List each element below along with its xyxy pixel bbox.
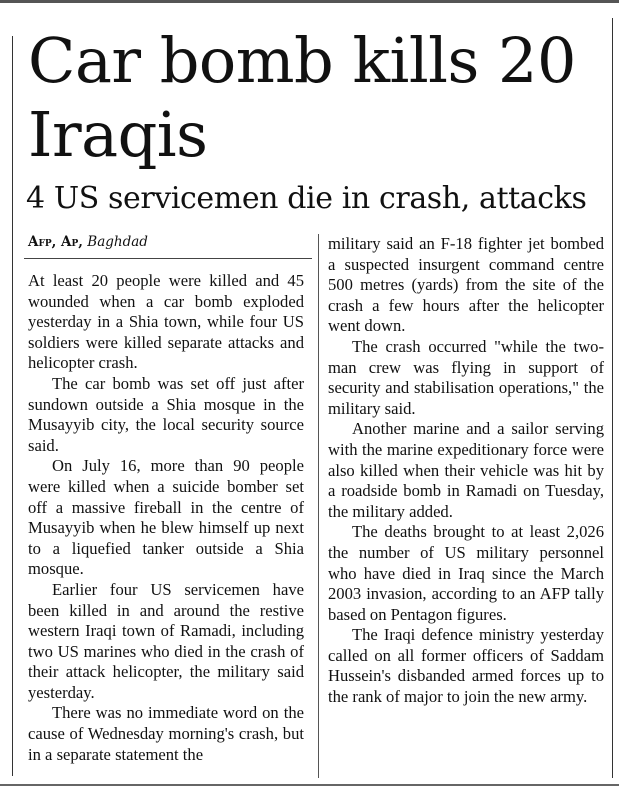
- byline: [28, 233, 308, 251]
- paragraph: There was no immediate word on the cause of Wednesday morning's crash, but in a separate statement the: [28, 703, 304, 764]
- byline-place: Baghdad: [87, 234, 148, 250]
- bottom-border: [0, 784, 619, 786]
- column-divider: [318, 234, 319, 778]
- byline-divider: [24, 258, 312, 259]
- paragraph: Earlier four US servicemen have been killed in and around the restive western Iraqi town of Ramadi, including two US marines who died in the crash of their attack helicopter, the military said yesterday.: [28, 579, 304, 702]
- top-border: [0, 0, 619, 3]
- paragraph: military said an F-18 fighter jet bombed a suspected insurgent command centre 500 metres (yards) from the site of the crash a few hours after the helicopter went down.: [328, 234, 604, 336]
- byline-agency: Afp, Ap,: [28, 234, 83, 250]
- right-column-rule: [612, 18, 613, 778]
- paragraph: On July 16, more than 90 people were killed when a suicide bomber set off a massive fireball in the centre of Musayyib when he blew himself up next to a liquefied tanker outside a Shia mosque.: [28, 456, 304, 579]
- headline: Car bomb kills 20 Iraqis: [28, 24, 576, 171]
- left-column-rule: [12, 36, 13, 776]
- paragraph: Another marine and a sailor serving with the marine expeditionary force were also killed when their vehicle was hit by a roadside bomb in Ramadi on Tuesday, the military added.: [328, 419, 604, 521]
- paragraph: The deaths brought to at least 2,026 the number of US military personnel who have died in Iraq since the March 2003 invasion, according to an AFP tally based on Pentagon figures.: [328, 522, 604, 624]
- paragraph: At least 20 people were killed and 45 wounded when a car bomb exploded yesterday in a Shia town, while four US soldiers were killed separate attacks and helicopter crash.: [28, 271, 304, 373]
- article-column-left: [28, 271, 304, 765]
- paragraph: The car bomb was set off just after sundown outside a Shia mosque in the Musayyib city, the local security source said.: [28, 373, 304, 455]
- paragraph: The Iraqi defence ministry yesterday called on all former officers of Saddam Hussein's disbanded armed forces up to the rank of major to join the new army.: [328, 625, 604, 707]
- article-column-right: [328, 234, 604, 708]
- paragraph: The crash occurred "while the two-man crew was flying in support of security and stabilisation operations," the military said.: [328, 336, 604, 418]
- subheadline: 4 US servicemen die in crash, attacks: [26, 181, 587, 216]
